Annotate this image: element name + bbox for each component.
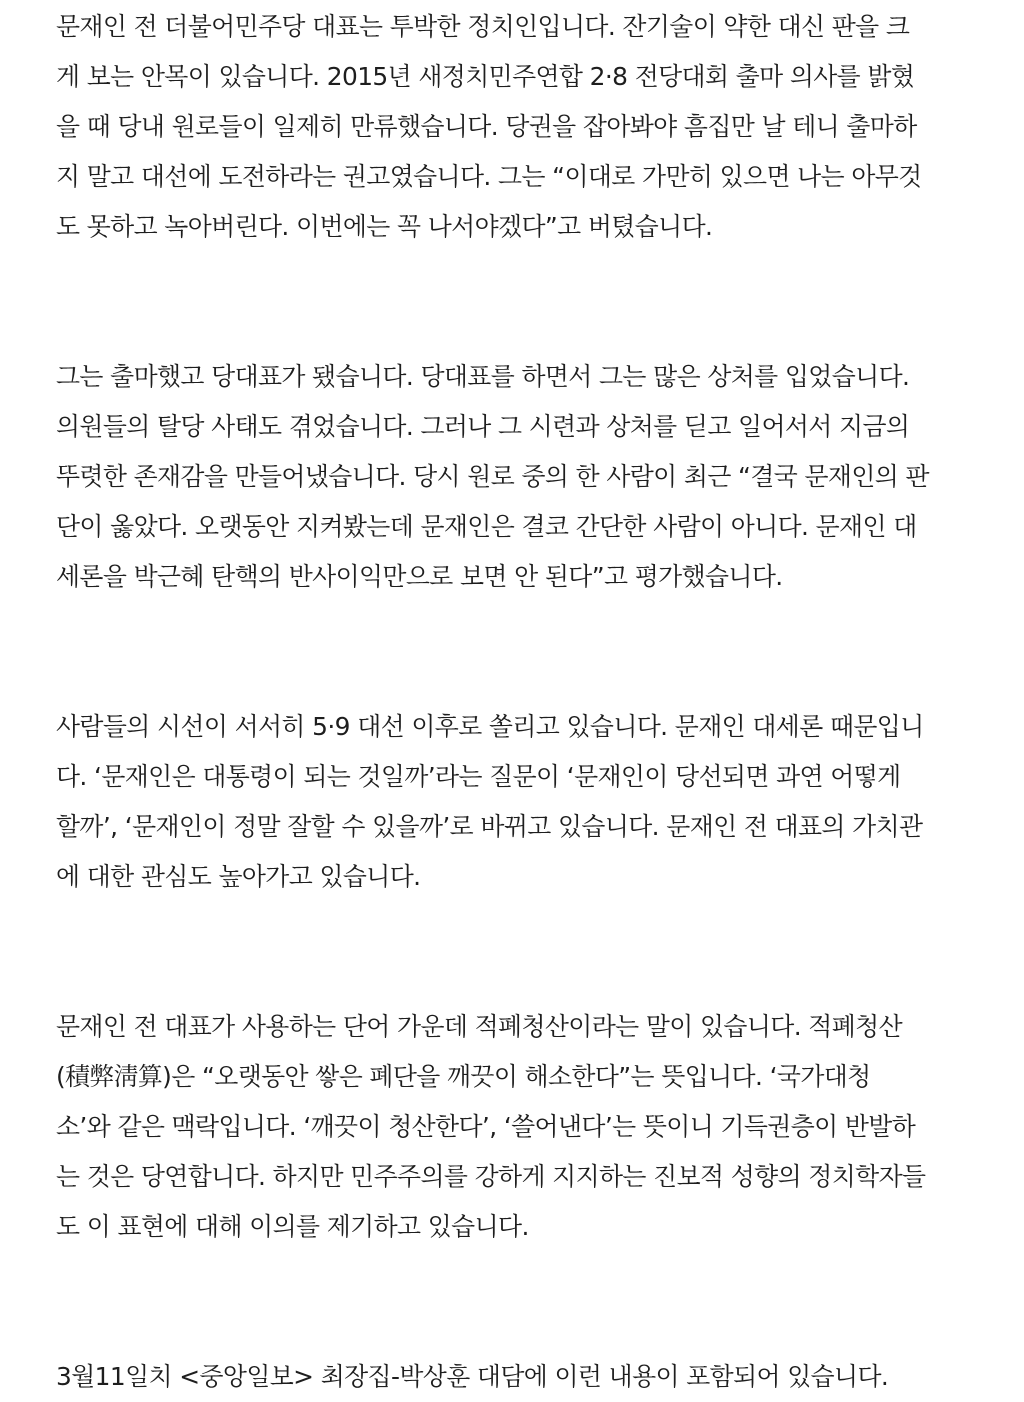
text-line: 문재인 전 대표가 사용하는 단어 가운데 적폐청산이라는 말이 있습니다. 적폐청산 — [56, 1012, 903, 1041]
text-line: 3월11일치 <중앙일보> 최장집-박상훈 대담에 이런 내용이 포함되어 있습니다. — [56, 1362, 889, 1391]
text-line: 도 이 표현에 대해 이의를 제기하고 있습니다. — [56, 1212, 529, 1241]
text-line: 문재인 전 더불어민주당 대표는 투박한 정치인입니다. 잔기술이 약한 대신 판을 크 — [56, 12, 910, 41]
text-line: 에 대한 관심도 높아가고 있습니다. — [56, 862, 421, 891]
paragraph-gap — [56, 902, 976, 1002]
paragraph-gap — [56, 602, 976, 702]
text-line: 도 못하고 녹아버린다. 이번에는 꼭 나서야겠다”고 버텼습니다. — [56, 212, 713, 241]
text-line: (積弊淸算)은 “오랫동안 쌓은 폐단을 깨끗이 해소한다”는 뜻입니다. ‘국가대청 — [56, 1062, 871, 1091]
text-line: 그는 출마했고 당대표가 됐습니다. 당대표를 하면서 그는 많은 상처를 입었습니다. — [56, 362, 910, 391]
article-body — [56, 0, 976, 1402]
text-line: 게 보는 안목이 있습니다. 2015년 새정치민주연합 2·8 전당대회 출마 의사를 밝혔 — [56, 62, 915, 91]
text-line: 뚜렷한 존재감을 만들어냈습니다. 당시 원로 중의 한 사람이 최근 “결국 문재인의 판 — [56, 462, 929, 491]
paragraph-3 — [56, 702, 976, 902]
paragraph-1 — [56, 2, 976, 252]
text-line: 단이 옳았다. 오랫동안 지켜봤는데 문재인은 결코 간단한 사람이 아니다. 문재인 대 — [56, 512, 917, 541]
paragraph-4 — [56, 1002, 976, 1252]
paragraph-2 — [56, 352, 976, 602]
text-line: 사람들의 시선이 서서히 5·9 대선 이후로 쏠리고 있습니다. 문재인 대세론 때문입니 — [56, 712, 924, 741]
paragraph-5 — [56, 1352, 976, 1402]
paragraph-gap — [56, 252, 976, 352]
text-line: 할까’, ‘문재인이 정말 잘할 수 있을까’로 바뀌고 있습니다. 문재인 전 대표의 가치관 — [56, 812, 923, 841]
text-line: 지 말고 대선에 도전하라는 권고였습니다. 그는 “이대로 가만히 있으면 나는 아무것 — [56, 162, 922, 191]
text-line: 소’와 같은 맥락입니다. ‘깨끗이 청산한다’, ‘쓸어낸다’는 뜻이니 기득권층이 반발하 — [56, 1112, 916, 1141]
text-line: 을 때 당내 원로들이 일제히 만류했습니다. 당권을 잡아봐야 흠집만 날 테니 출마하 — [56, 112, 917, 141]
text-line: 다. ‘문재인은 대통령이 되는 것일까’라는 질문이 ‘문재인이 당선되면 과연 어떻게 — [56, 762, 901, 791]
text-line: 세론을 박근혜 탄핵의 반사이익만으로 보면 안 된다”고 평가했습니다. — [56, 562, 783, 591]
text-line: 는 것은 당연합니다. 하지만 민주주의를 강하게 지지하는 진보적 성향의 정치학자들 — [56, 1162, 926, 1191]
paragraph-gap — [56, 1252, 976, 1352]
text-line: 의원들의 탈당 사태도 겪었습니다. 그러나 그 시련과 상처를 딛고 일어서서 지금의 — [56, 412, 910, 441]
